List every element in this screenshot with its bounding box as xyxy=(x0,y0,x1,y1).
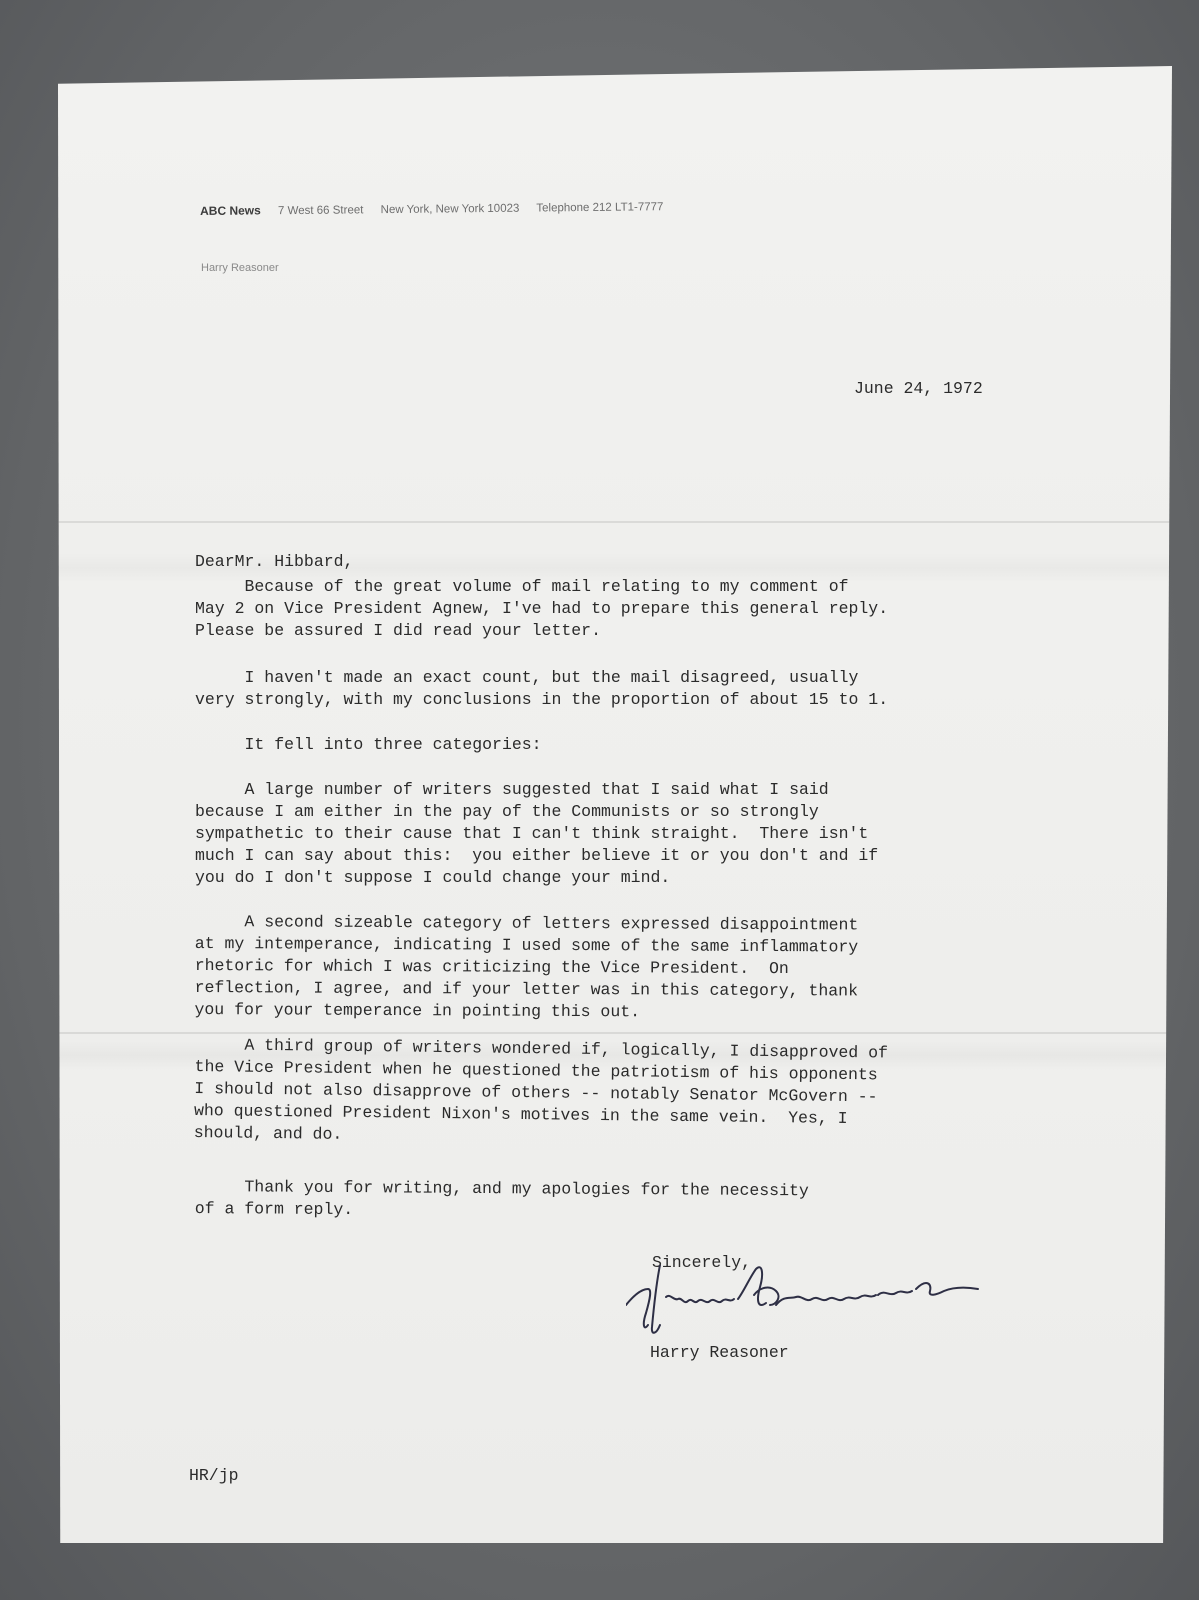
handwritten-signature xyxy=(626,1265,1006,1345)
letter-paragraph: I haven't made an exact count, but the mail disagreed, usually very strongly, with my conclusions in the proportion of about 15 to 1. xyxy=(195,668,889,709)
letter-paragraph: It fell into three categories: xyxy=(195,735,542,754)
letter-initials: HR/jp xyxy=(189,1466,239,1485)
letter-date: June 24, 1972 xyxy=(854,379,983,398)
letter-paragraph: A large number of writers suggested that I said what I said because I am either in the pay of the Communists or so strongly sympathetic to their cause that I can't think straight. There isn't much I can say about this: you either believe it or you don't and if you do I don't suppose I could change your mind. xyxy=(195,780,879,887)
fold-crease-upper xyxy=(58,521,1172,523)
letter-paragraph: Thank you for writing, and my apologies for the necessity of a form reply. xyxy=(194,1177,809,1220)
letterhead-city: New York, New York 10023 xyxy=(380,202,520,217)
letterhead-sender: Harry Reasoner xyxy=(201,262,279,274)
letter-salutation: DearMr. Hibbard, xyxy=(195,552,354,571)
letterhead-organization: ABC News xyxy=(200,203,261,218)
letter-paragraph: A third group of writers wondered if, logically, I disapproved of the Vice President when he questioned the patriotism of his opponents I should not also disapprove of others -- notably Senator McGovern -- who questioned President Nixon's motives in the same vein. Yes, I should, and do. xyxy=(193,1034,889,1144)
letter-paragraph: A second sizeable category of letters expressed disappointment at my intemperance, indicating I used some of the same inflammatory rhetoric for which I was criticizing the Vice President. On reflection, I agree, and if your letter was in this category, thank you for your temperance in pointing this out. xyxy=(194,912,859,1022)
letterhead-telephone: Telephone 212 LT1-7777 xyxy=(536,201,664,215)
letter-closing: Sincerely, xyxy=(652,1253,752,1272)
letter-paragraph: Because of the great volume of mail relating to my comment of May 2 on Vice President Agnew, I've had to prepare this general reply. Please be assured I did read your letter. xyxy=(195,577,889,640)
letter-typed-name: Harry Reasoner xyxy=(650,1343,789,1362)
letterhead-street: 7 West 66 Street xyxy=(277,204,364,218)
